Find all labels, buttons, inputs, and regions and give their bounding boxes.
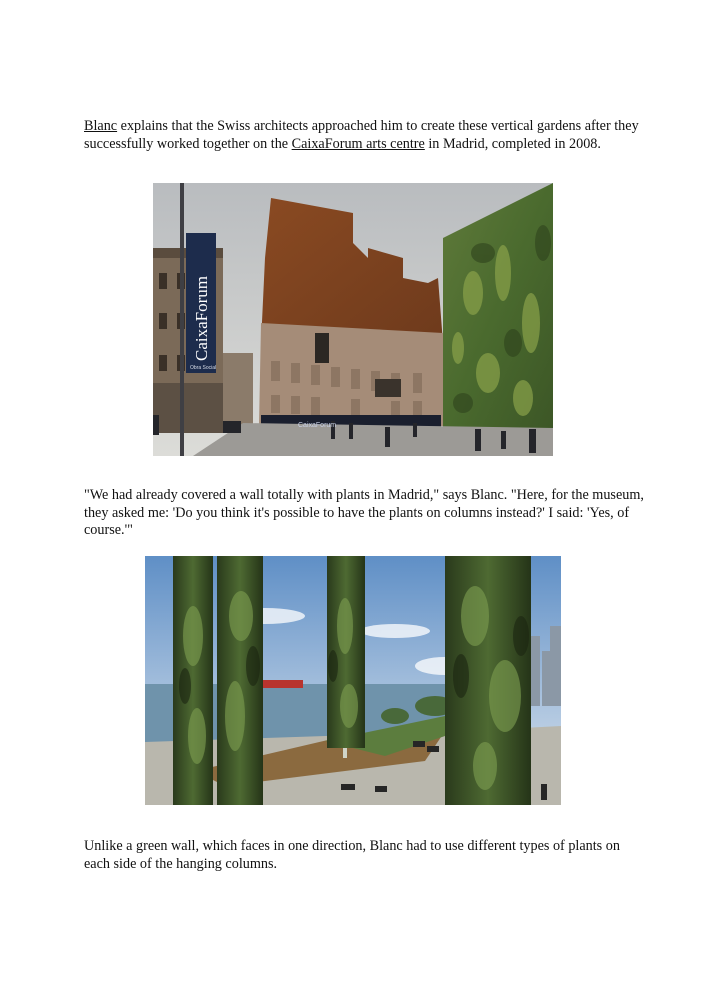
banner-obra-social-text: Obra Social xyxy=(190,365,217,371)
link-blanc[interactable]: Blanc xyxy=(84,118,118,134)
caixaforum-photo-illustration xyxy=(153,183,553,456)
paragraph-caixaforum xyxy=(84,118,644,153)
banner-caixaforum-text: CaixaForum xyxy=(192,276,211,361)
photo-plant-columns xyxy=(145,556,561,805)
paragraph-quote: "We had already covered a wall totally with plants in Madrid," says Blanc. "Here, for the museum, they asked me: 'Do you think it's possible to have the plants on columns instead?' I said: 'Yes, of course.'" xyxy=(84,487,644,538)
paragraph1-text-b: in Madrid, completed in 2008. xyxy=(424,135,601,152)
plant-columns-photo-illustration xyxy=(145,556,561,805)
link-caixaforum-arts-centre[interactable]: CaixaForum arts centre xyxy=(291,135,425,152)
entrance-sign-text: CaixaForum xyxy=(298,422,337,429)
paragraph1-text-a: explains that the Swiss architects approached him to create these vertical gardens after they successfully worked together on the xyxy=(84,118,639,152)
paragraph-green-wall: Unlike a green wall, which faces in one direction, Blanc had to use different types of plants on each side of the hanging columns. xyxy=(84,838,620,872)
photo-caixaforum-madrid xyxy=(153,183,553,456)
